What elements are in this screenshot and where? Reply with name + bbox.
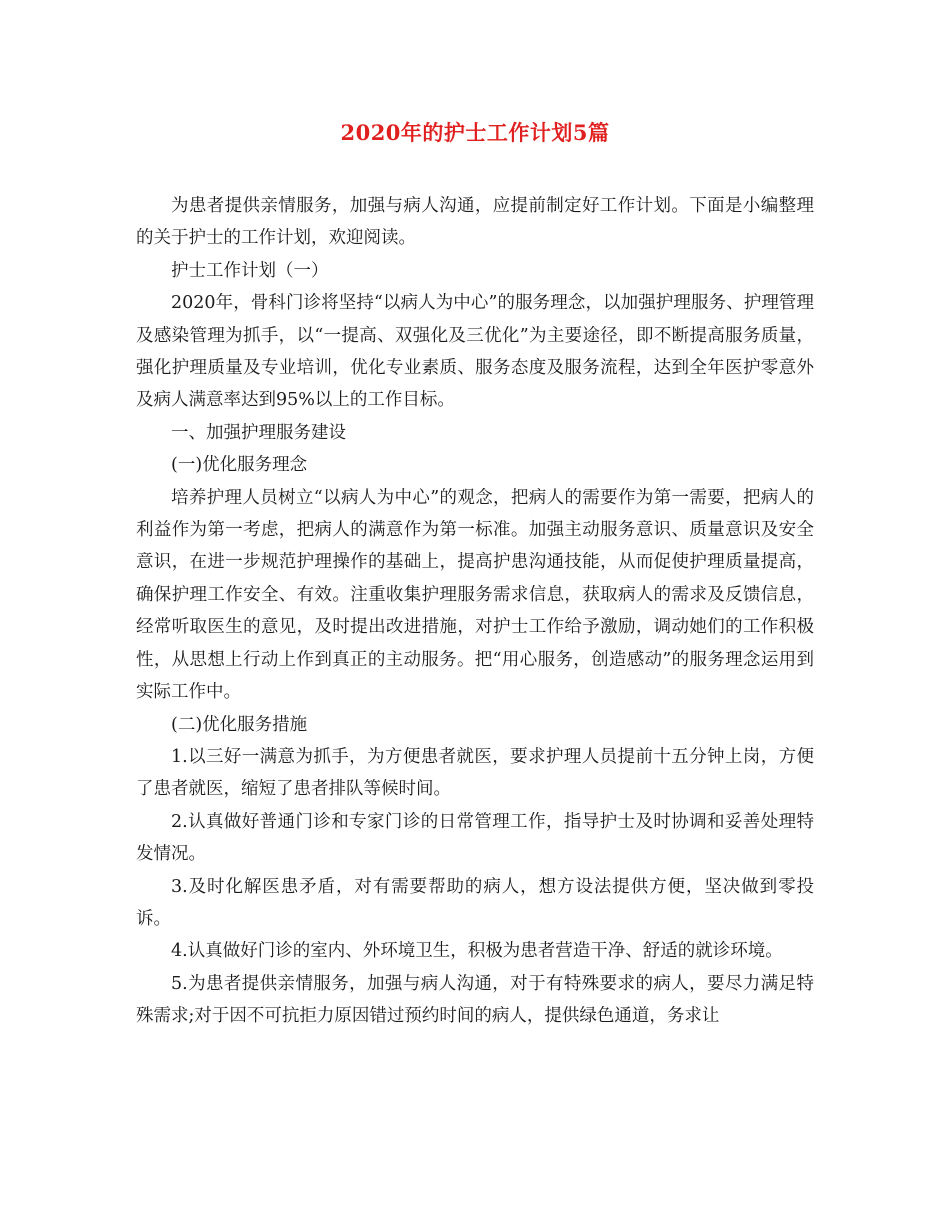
list-item-2: 2.认真做好普通门诊和专家门诊的日常管理工作，指导护士及时协调和妥善处理特发情况。	[136, 811, 814, 865]
document-body	[136, 190, 814, 1033]
document-title: 2020年的护士工作计划5篇	[340, 120, 610, 145]
paragraph-overview: 2020年，骨科门诊将坚持“以病人为中心”的服务理念，以加强护理服务、护理管理及感染管理为抓手，以“一提高、双强化及三优化”为主要途径，即不断提高服务质量，强化护理质量及专业培训，优化专业素质、服务态度及服务流程，达到全年医护零意外及病人满意率达到95%以上的工作目标。	[136, 293, 814, 411]
list-item-4: 4.认真做好门诊的室内、外环境卫生，积极为患者营造干净、舒适的就诊环境。	[171, 941, 783, 962]
section-heading-plan-1: 护士工作计划（一）	[171, 260, 329, 281]
list-item-3: 3.及时化解医患矛盾，对有需要帮助的病人，想方设法提供方便，坚决做到零投诉。	[136, 876, 814, 929]
paragraph-concept: 培养护理人员树立“以病人为中心”的观念，把病人的需要作为第一需要，把病人的利益作为第一考虑，把病人的满意作为第一标准。加强主动服务意识、质量意识及安全意识，在进一步规范护理操作的基础上，提高护患沟通技能，从而促使护理质量提高，确保护理工作安全、有效。注重收集护理服务需求信息，获取病人的需求及反馈信息，经常听取医生的意见，及时提出改进措施，对护士工作给予激励，调动她们的工作积极性，从思想上行动上作到真正的主动服务。把“用心服务，创造感动”的服务理念运用到实际工作中。	[136, 487, 814, 703]
section-heading-service: 一、加强护理服务建设	[171, 422, 346, 443]
subheading-optimize-concept: (一)优化服务理念	[171, 455, 308, 476]
list-item-1: 1.以三好一满意为抓手，为方便患者就医，要求护理人员提前十五分钟上岗，方便了患者就医，缩短了患者排队等候时间。	[136, 746, 814, 800]
paragraph-intro: 为患者提供亲情服务，加强与病人沟通，应提前制定好工作计划。下面是小编整理的关于护士的工作计划，欢迎阅读。	[136, 196, 814, 249]
list-item-5: 5.为患者提供亲情服务，加强与病人沟通，对于有特殊要求的病人，要尽力满足特殊需求;对于因不可抗拒力原因错过预约时间的病人，提供绿色通道，务求让	[136, 973, 814, 1027]
subheading-optimize-measures: (二)优化服务措施	[171, 714, 308, 735]
